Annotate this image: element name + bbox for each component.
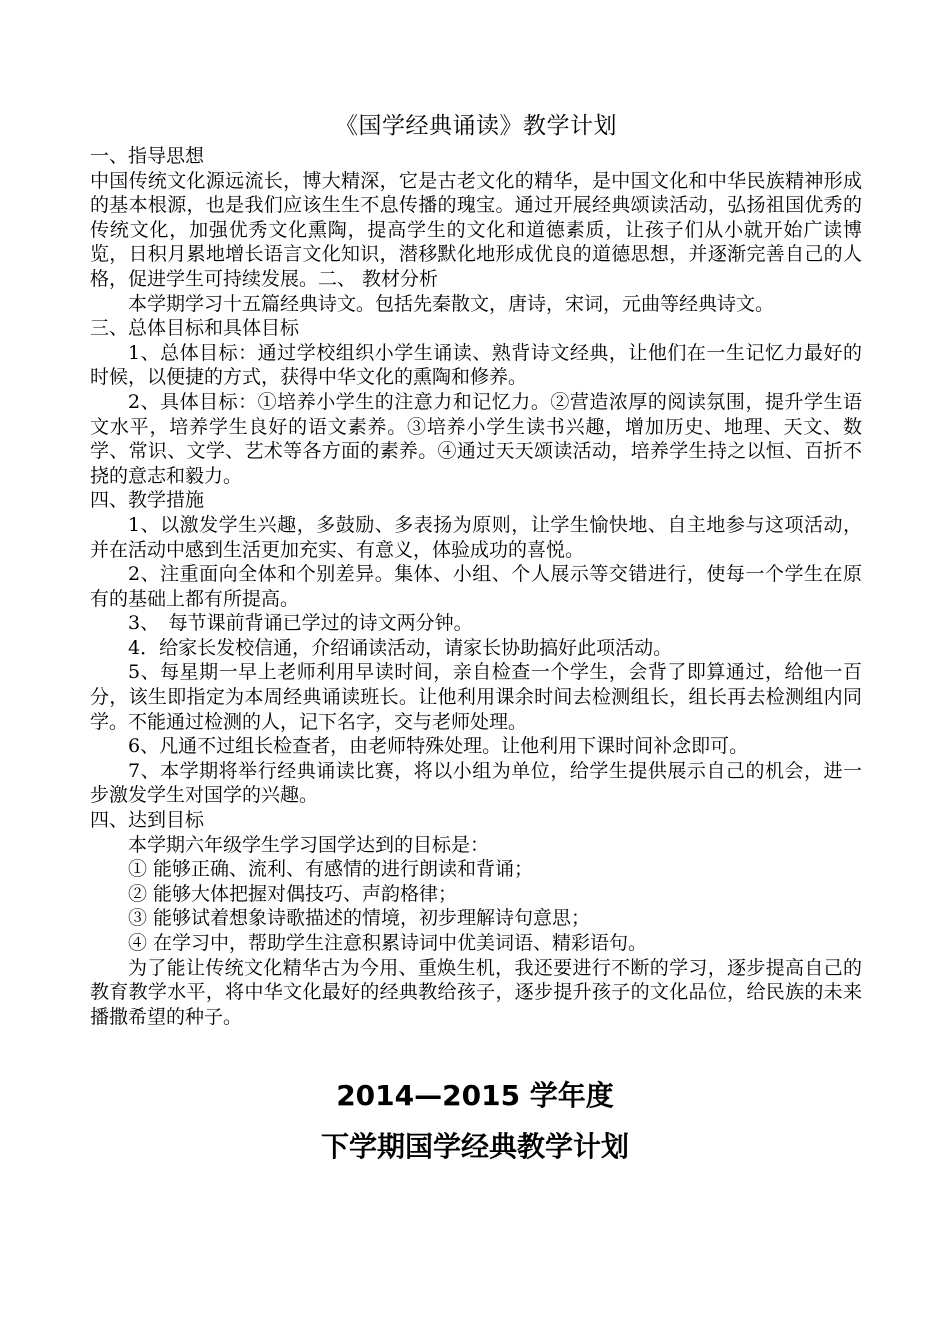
school-year-title: 2014—2015 学年度 — [336, 1079, 614, 1112]
target-item: ④ 在学习中，帮助学生注意积累诗词中优美词语、精彩语句。 — [128, 932, 648, 954]
paragraph-specific-goal: 2、具体目标：①培养小学生的注意力和记忆力。②营造浓厚的阅读氛围，提升学生语文水平，培养学生良好的语文素养。③培养小学生读书兴趣，增加历史、地理、天文、数学、常识、文学、艺术等各方面的素养。④通过天天颂读活动，培养学生持之以恒、百折不挠的意志和毅力。 — [90, 390, 862, 487]
semester-plan-title: 下学期国学经典教学计划 — [320, 1130, 629, 1163]
measure-item: 6、凡通不过组长检查者，由老师特殊处理。让他利用下课时间补念即可。 — [128, 735, 749, 758]
measure-item: 1、以激发学生兴趣，多鼓励、多表扬为原则，让学生愉快地、自主地参与这项活动，并在活动中感到生活更加充实、有意义，体验成功的喜悦。 — [90, 513, 862, 561]
measure-item: 2、注重面向全体和个别差异。集体、小组、个人展示等交错进行，使每一个学生在原有的基础上都有所提高。 — [90, 563, 862, 610]
paragraph-overall-goal: 1、总体目标：通过学校组织小学生诵读、熟背诗文经典，让他们在一生记忆力最好的时候，以便捷的方式，获得中华文化的熏陶和修养。 — [90, 341, 862, 389]
paragraph-textbook-analysis: 本学期学习十五篇经典诗文。包括先秦散文，唐诗，宋词，元曲等经典诗文。 — [128, 292, 775, 315]
section-heading-guiding-ideology: 一、指导思想 — [90, 145, 205, 167]
section-heading-targets: 四、达到目标 — [90, 809, 205, 832]
target-item: ② 能够大体把握对偶技巧、声韵格律； — [128, 882, 458, 905]
target-item: ① 能够正确、流利、有感情的进行朗读和背诵； — [128, 858, 534, 881]
paragraph-guiding-ideology: 中国传统文化源远流长，博大精深，它是古老文化的精华，是中国文化和中华民族精神形成的基本根源，也是我们应该生生不息传播的瑰宝。通过开展经典颂读活动，弘扬祖国优秀的传统文化，加强优秀文化熏陶，提高学生的文化和道德素质，让孩子们从小就开始广读博览，日积月累地增长语言文化知识，潜移默化地形成优良的道德思想，并逐渐完善自己的人格，促进学生可持续发展。二、 教材分析 — [90, 169, 862, 290]
targets-intro: 本学期六年级学生学习国学达到的目标是： — [128, 833, 490, 856]
document-title: 《国学经典诵读》教学计划 — [335, 113, 617, 139]
measure-item: 7、本学期将举行经典诵读比赛，将以小组为单位，给学生提供展示自己的机会，进一步激发学生对国学的兴趣。 — [90, 759, 862, 807]
measure-item: 3、 每节课前背诵已学过的诗文两分钟。 — [128, 612, 473, 635]
section-heading-goals: 三、总体目标和具体目标 — [90, 317, 300, 340]
document-page — [90, 108, 862, 1029]
target-item: ③ 能够试着想象诗歌描述的情境，初步理解诗句意思； — [128, 907, 591, 930]
measure-item: 5、每星期一早上老师利用早读时间，亲自检查一个学生，会背了即算通过，给他一百分，该生即指定为本周经典诵读班长。让他利用课余时间去检测组长，组长再去检测组内同学。不能通过检测的人，记下名字，交与老师处理。 — [90, 661, 862, 733]
section-heading-teaching-measures: 四、教学措施 — [90, 489, 205, 512]
closing-paragraph: 为了能让传统文化精华古为今用、重焕生机，我还要进行不断的学习，逐步提高自己的教育教学水平，将中华文化最好的经典教给孩子，逐步提升孩子的文化品位，给民族的未来播撒希望的种子。 — [90, 956, 862, 1028]
measure-item: 4．给家长发校信通，介绍诵读活动，请家长协助搞好此项活动。 — [128, 636, 673, 659]
